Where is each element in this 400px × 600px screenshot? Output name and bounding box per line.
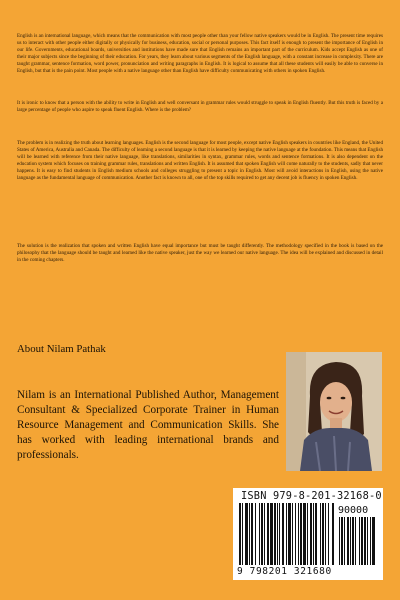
author-portrait-image: [286, 352, 382, 471]
barcode-bars: [239, 503, 377, 567]
price-code: 90000: [338, 505, 369, 516]
blurb-paragraph-4: The solution is the realization that spoken and written English have equal importance but must be taught differently. The methodology specified in the book is based on the philosophy that the language should be taught and learned like the native speaker, just the way we learned our native language. The idea will be explained and discussed in detail in the coming chapters.: [17, 243, 383, 264]
author-bio: Nilam is an International Published Author, Management Consultant & Specialized Corporate Trainer in Human Resource Management and Communication Skills. She has worked with leading international brands and professionals.: [17, 389, 279, 461]
isbn-label: ISBN 979-8-201-32168-0: [241, 490, 382, 502]
author-photo: [286, 352, 382, 471]
blurb-paragraph-3: The problem is in realizing the truth about learning languages. English is the second language for most people, except native English speakers in countries like England, the United States of America, Australia and Canada. The difficulty of learning a second language is that it is learned by keeping the native language at the foundation. This means that English will be learned with reference from their native language, like translations, similarities in syntax, grammar rules, words and sentence formations. It is also dependent on the education system which focuses on training grammar rules, translations and written English. It is assumed that spoken English will come naturally to the students, sadly that never happens. It is easy to find students in English medium schools and colleges struggling to present a topic in English. Most will avoid interactions in English, using the native language as the fundamental language of communication. Another fact is known to all, one of the top skills required to get any decent job is fluency in spoken English.: [17, 140, 383, 182]
blurb-paragraph-2: It is ironic to know that a person with the ability to write in English and well conversant in grammar rules would struggle to speak in English fluently. But this truth is faced by a large percentage of people who aspire to speak fluent English. Where is the problem?: [17, 100, 383, 114]
ean-digits: 9 798201 321680: [237, 566, 332, 577]
about-author-heading: About Nilam Pathak: [17, 343, 106, 355]
blurb-paragraph-1: English is an international language, which means that the communication with most people other than your fellow native speakers would be in English. The present time requires us to interact with other people either digitally or physically for business, education, social or personal purposes. This fact itself is enough to present the importance of English in our life. Governments, educational boards, universities and institutions have made sure that English remains an important part of the curriculum. Kids accept English as one of their major subjects since the beginning of their education. For years, they learn about various segments of the English language, with a constant increase in complexity. There are taught grammar, sentence formation, word power, pronunciation and writing paragraphs in English. It is logical to assume that all these students will easily be able to converse in English, but that is the pain point. Most people with a native language other than English have difficulty communicating with others in spoken English.: [17, 33, 383, 75]
isbn-barcode: [233, 488, 383, 580]
